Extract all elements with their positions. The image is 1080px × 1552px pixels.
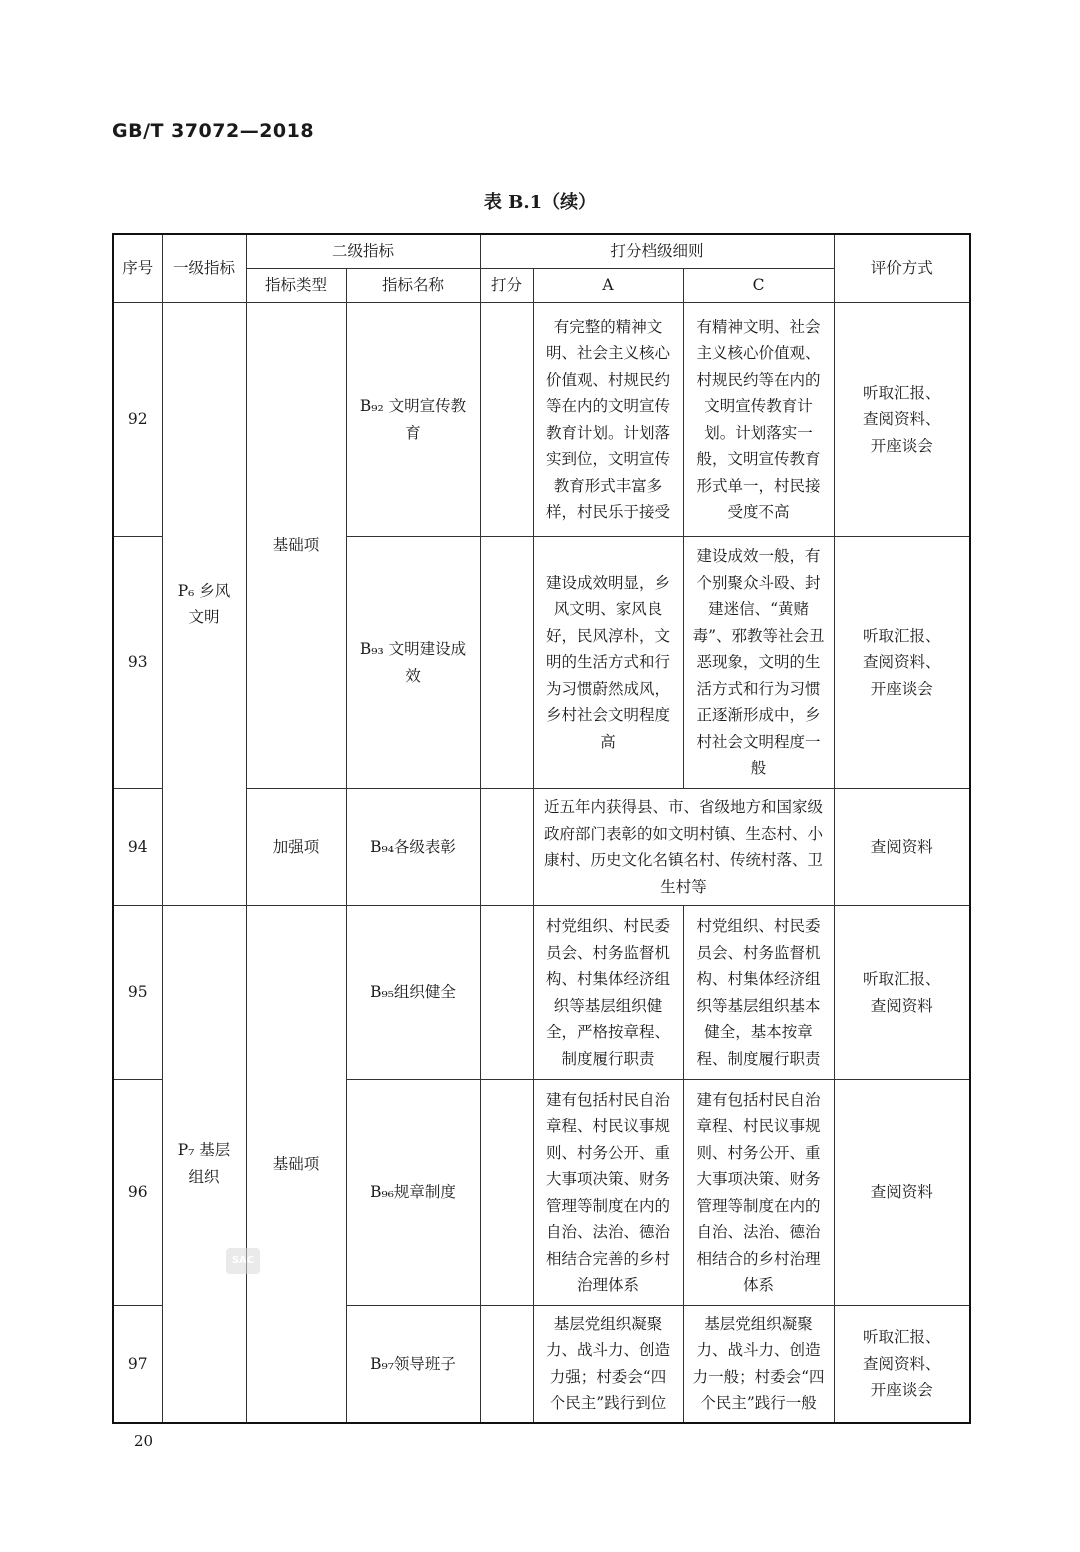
header-grade-a: A (533, 269, 683, 303)
score-cell (480, 906, 533, 1080)
score-cell (480, 1306, 533, 1423)
sac-watermark-logo: SAC (226, 1248, 260, 1274)
indicator-name: B₉₆规章制度 (346, 1080, 480, 1306)
header-level1: 一级指标 (162, 234, 246, 303)
row-seq: 95 (113, 906, 162, 1080)
score-cell (480, 537, 533, 789)
type-basic: 基础项 (246, 303, 346, 789)
grade-a-text: 建有包括村民自治章程、村民议事规则、村务公开、重大事项决策、财务管理等制度在内的自治、法治、德治相结合完善的乡村治理体系 (533, 1080, 683, 1306)
evaluation-table (112, 233, 971, 1424)
row-seq: 93 (113, 537, 162, 789)
evaluation-method: 听取汇报、查阅资料、开座谈会 (834, 1306, 970, 1423)
grade-c-text: 村党组织、村民委员会、村务监督机构、村集体经济组织等基层组织基本健全，基本按章程、制度履行职责 (683, 906, 834, 1080)
row-seq: 94 (113, 789, 162, 906)
standard-code: GB/T 37072—2018 (112, 120, 315, 142)
indicator-name: B₉₃ 文明建设成效 (346, 537, 480, 789)
grade-c-text: 建设成效一般，有个别聚众斗殴、封建迷信、“黄赌毒”、邪教等社会丑恶现象，文明的生活方式和行为习惯正逐渐形成中，乡村社会文明程度一般 (683, 537, 834, 789)
grade-a-text: 建设成效明显，乡风文明、家风良好，民风淳朴，文明的生活方式和行为习惯蔚然成风，乡村社会文明程度高 (533, 537, 683, 789)
grade-a-text: 村党组织、村民委员会、村务监督机构、村集体经济组织等基层组织健全，严格按章程、制度履行职责 (533, 906, 683, 1080)
header-row-1 (113, 234, 970, 269)
table-row (113, 303, 970, 537)
type-enhanced: 加强项 (246, 789, 346, 906)
indicator-name: B₉₇领导班子 (346, 1306, 480, 1423)
score-cell (480, 1080, 533, 1306)
table-title: 表 B.1（续） (483, 192, 597, 213)
evaluation-method: 查阅资料 (834, 1080, 970, 1306)
evaluation-method: 听取汇报、查阅资料、开座谈会 (834, 303, 970, 537)
header-method: 评价方式 (834, 234, 970, 303)
grade-a-text: 有完整的精神文明、社会主义核心价值观、村规民约等在内的文明宣传教育计划。计划落实到位，文明宣传教育形式丰富多样，村民乐于接受 (533, 303, 683, 537)
header-name: 指标名称 (346, 269, 480, 303)
evaluation-method: 查阅资料 (834, 789, 970, 906)
grade-c-text: 有精神文明、社会主义核心价值观、村规民约等在内的文明宣传教育计划。计划落实一般，文明宣传教育形式单一，村民接受度不高 (683, 303, 834, 537)
header-score: 打分 (480, 269, 533, 303)
grade-c-text: 基层党组织凝聚力、战斗力、创造力一般；村委会“四个民主”践行一般 (683, 1306, 834, 1423)
table-row (113, 906, 970, 1080)
indicator-name: B₉₂ 文明宣传教育 (346, 303, 480, 537)
grade-c-text: 建有包括村民自治章程、村民议事规则、村务公开、重大事项决策、财务管理等制度在内的自治、法治、德治相结合的乡村治理体系 (683, 1080, 834, 1306)
header-level2: 二级指标 (246, 234, 480, 269)
evaluation-method: 听取汇报、查阅资料 (834, 906, 970, 1080)
page-number: 20 (134, 1432, 154, 1450)
score-cell (480, 303, 533, 537)
row-seq: 92 (113, 303, 162, 537)
row-seq: 96 (113, 1080, 162, 1306)
grade-a-text: 基层党组织凝聚力、战斗力、创造力强；村委会“四个民主”践行到位 (533, 1306, 683, 1423)
indicator-name: B₉₄各级表彰 (346, 789, 480, 906)
evaluation-method: 听取汇报、查阅资料、开座谈会 (834, 537, 970, 789)
type-basic: 基础项 (246, 906, 346, 1423)
header-type: 指标类型 (246, 269, 346, 303)
header-rules: 打分档级细则 (480, 234, 834, 269)
group-p6: P₆ 乡风文明 (162, 303, 246, 906)
header-seq: 序号 (113, 234, 162, 303)
header-grade-c: C (683, 269, 834, 303)
group-p7: P₇ 基层组织 (162, 906, 246, 1423)
row-seq: 97 (113, 1306, 162, 1423)
indicator-name: B₉₅组织健全 (346, 906, 480, 1080)
score-cell (480, 789, 533, 906)
grade-ac-text: 近五年内获得县、市、省级地方和国家级政府部门表彰的如文明村镇、生态村、小康村、历史文化名镇名村、传统村落、卫生村等 (533, 789, 834, 906)
